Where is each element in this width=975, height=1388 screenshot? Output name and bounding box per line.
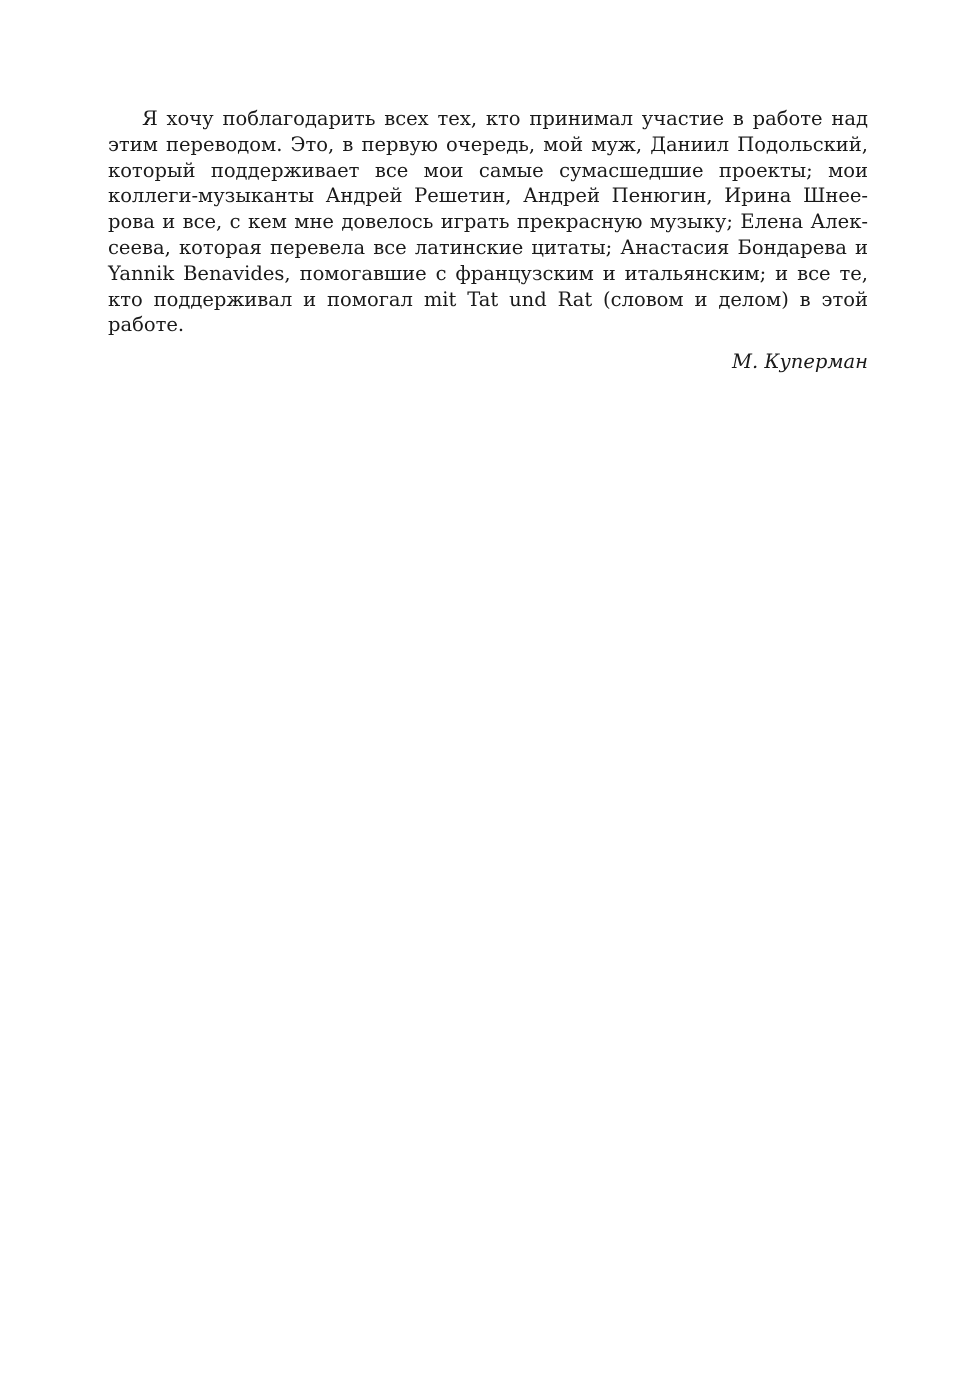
author-signature: М. Куперман — [732, 350, 868, 374]
document-page — [108, 106, 868, 375]
acknowledgement-paragraph: Я хочу поблагодарить всех тех, кто принимал участие в работе над этим переводом. Это, в первую очередь, мой муж, Даниил Подольский, который поддерживает все мои самые сумасшедшие проекты; мои коллеги-музыканты Андрей Решетин, Андрей Пенюгин, Ирина Шнеерова и все, с кем мне довелось играть прекрасную музыку; Елена Алексеева, которая перевела все латинские цитаты; Анастасия Бондарева и Yannik Benavides, помогавшие с французским и итальянским; и все те, кто поддерживал и помогал mit Tat und Rat (словом и делом) в этой работе. — [108, 107, 868, 337]
